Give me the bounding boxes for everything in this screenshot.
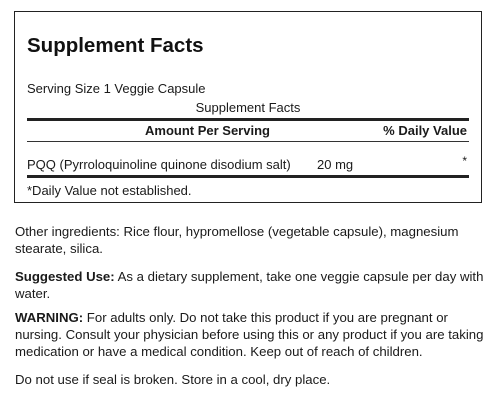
header-rule-top bbox=[27, 118, 469, 121]
amount-per-serving-header: Amount Per Serving bbox=[145, 123, 270, 138]
panel-subtitle: Supplement Facts bbox=[195, 100, 301, 115]
daily-value-header: % Daily Value bbox=[383, 123, 467, 138]
warning bbox=[15, 309, 487, 360]
warning-label: WARNING: bbox=[15, 310, 84, 325]
serving-size: Serving Size 1 Veggie Capsule bbox=[27, 81, 206, 96]
header-rule-bottom bbox=[27, 141, 469, 142]
other-ingredients: Other ingredients: Rice flour, hypromellose (vegetable capsule), magnesium stearate, silica. bbox=[15, 224, 459, 256]
daily-value-footnote: *Daily Value not established. bbox=[27, 183, 192, 198]
suggested-use-label: Suggested Use: bbox=[15, 269, 115, 284]
footnote-rule bbox=[27, 175, 469, 178]
ingredient-name: PQQ (Pyrroloquinoline quinone disodium salt) bbox=[27, 157, 291, 172]
ingredient-daily-value: * bbox=[462, 154, 467, 168]
warning-text: For adults only. Do not take this product if you are pregnant or nursing. Consult your physician before using this or any product if you are taking medication or have a medical condition. Keep out of reach of children. bbox=[15, 310, 484, 359]
ingredient-amount: 20 mg bbox=[317, 157, 354, 172]
storage-instructions: Do not use if seal is broken. Store in a cool, dry place. bbox=[15, 372, 331, 387]
suggested-use-text: As a dietary supplement, take one veggie capsule per day with water. bbox=[15, 269, 484, 301]
supplement-facts-panel bbox=[14, 11, 482, 203]
suggested-use bbox=[15, 268, 487, 302]
supplement-facts-title: Supplement Facts bbox=[27, 34, 204, 57]
